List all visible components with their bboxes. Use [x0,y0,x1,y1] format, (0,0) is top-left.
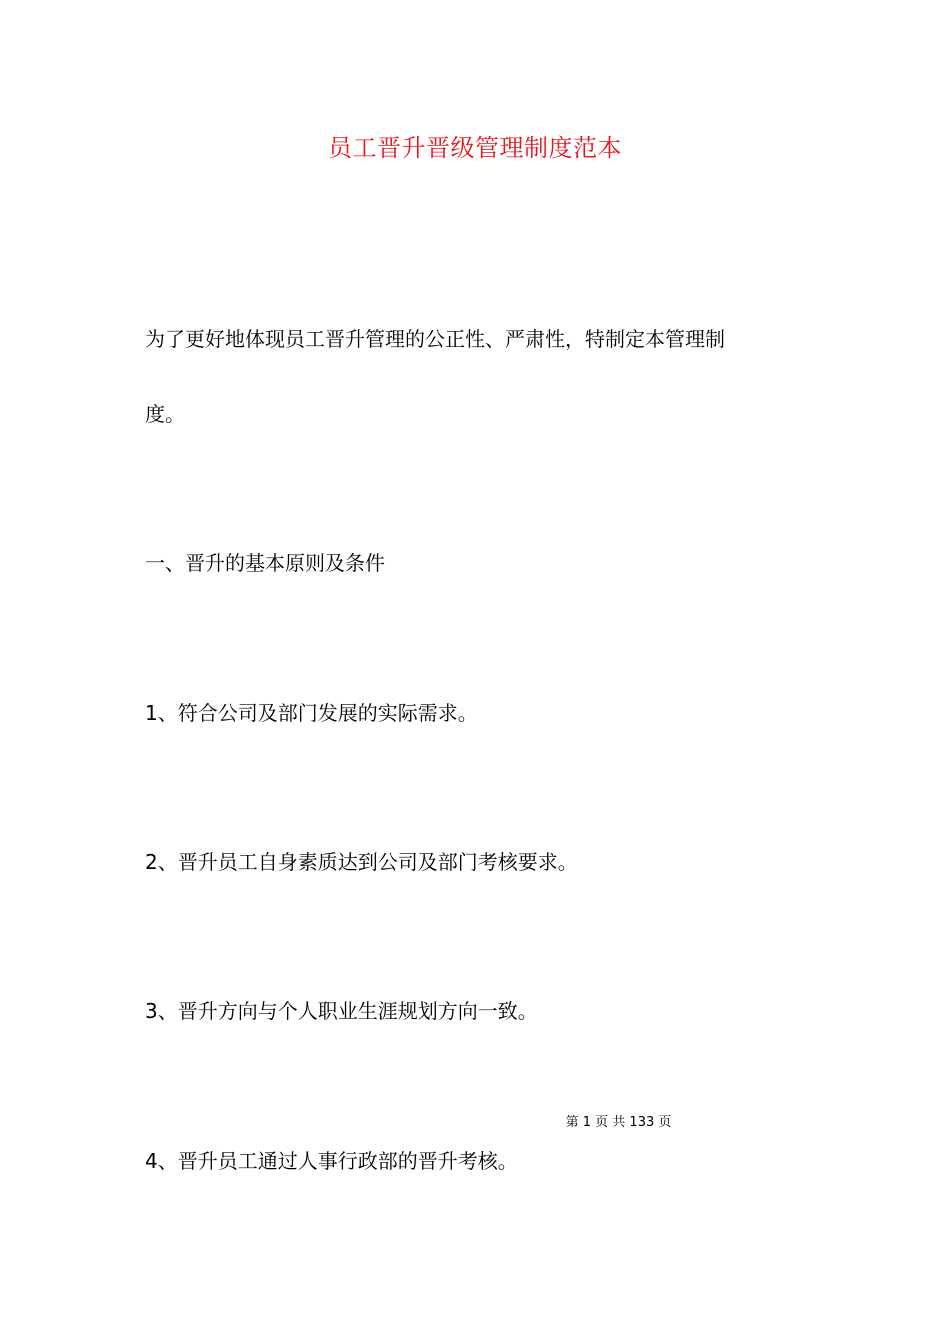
list-item: 3、晋升方向与个人职业生涯规划方向一致。 [145,999,538,1023]
intro-paragraph-line-2: 度。 [145,402,185,426]
list-item: 1、符合公司及部门发展的实际需求。 [145,701,478,725]
intro-paragraph-line-1: 为了更好地体现员工晋升管理的公正性、严肃性，特制定本管理制 [145,327,725,351]
list-item: 2、晋升员工自身素质达到公司及部门考核要求。 [145,850,578,874]
document-title: 员工晋升晋级管理制度范本 [328,134,622,162]
page-footer [0,1114,950,1132]
section-heading: 一、晋升的基本原则及条件 [145,551,385,575]
list-item: 4、晋升员工通过人事行政部的晋升考核。 [145,1149,518,1173]
page-number-label: 第 1 页 共 133 页 [565,1115,672,1130]
